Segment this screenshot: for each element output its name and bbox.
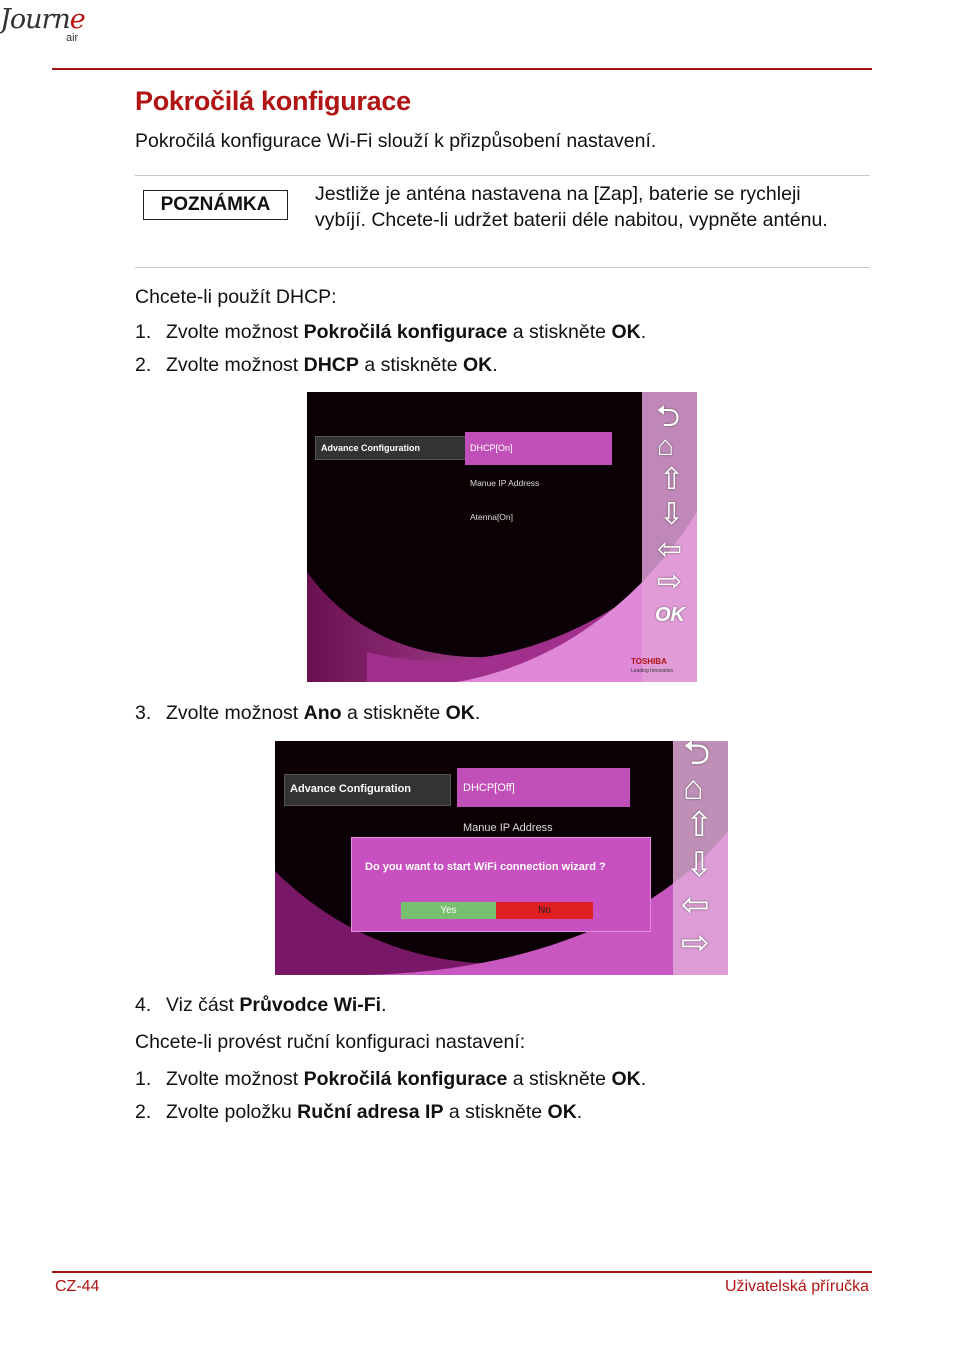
screenshot-wizard-dialog <box>275 741 728 975</box>
note-text: Jestliže je anténa nastavena na [Zap], baterie se rychleji vybíjí. Chcete-li udržet baterii déle nabitou, vypněte anténu. <box>315 183 828 231</box>
screen2-item-manual-ip: Manue IP Address <box>463 822 553 834</box>
right-arrow-icon: ⇨ <box>681 924 710 962</box>
dhcp-step-2 <box>135 353 498 377</box>
wizard-dialog-question: Do you want to start WiFi connection wizard ? <box>365 861 606 873</box>
step-number: 1. <box>135 1068 152 1090</box>
step-bold: Pokročilá konfigurace <box>303 321 508 343</box>
no-button[interactable]: No <box>496 902 593 919</box>
step-bold: Ruční adresa IP <box>297 1101 444 1123</box>
screen1-item-manual-ip: Manue IP Address <box>470 478 540 488</box>
home-icon: ⌂ <box>657 430 674 461</box>
manual-step-1 <box>135 1067 646 1091</box>
step-text: a stiskněte <box>341 702 446 724</box>
step-text: Zvolte možnost <box>166 1068 304 1090</box>
up-arrow-icon: ⇧ <box>659 463 685 496</box>
step-number: 3. <box>135 702 152 724</box>
dhcp-step-4 <box>135 993 387 1017</box>
step-text: Zvolte možnost <box>166 354 304 376</box>
step-bold: OK <box>445 702 475 724</box>
footer-page-number: CZ-44 <box>55 1278 100 1295</box>
return-arrow-icon: ⮌ <box>656 400 681 433</box>
step-text: . <box>492 354 498 376</box>
step-text: Zvolte možnost <box>166 702 304 724</box>
note-bottom-divider <box>135 267 870 268</box>
step-bold: OK <box>462 354 493 376</box>
screen2-menu-title: Advance Configuration <box>290 783 412 795</box>
return-arrow-icon: ⮌ <box>683 741 711 772</box>
journe-air-logo <box>0 0 90 52</box>
step-number: 1. <box>135 321 152 343</box>
step-text: . <box>474 702 481 724</box>
dhcp-lead: Chcete-li použít DHCP: <box>135 286 337 308</box>
screen1-menu-title: Advance Configuration <box>321 443 421 453</box>
step-text: . <box>381 994 387 1016</box>
step-text: Zvolte možnost <box>166 321 304 343</box>
screen1-item-antenna: Atenna[On] <box>470 512 514 522</box>
logo-main-text: Journ <box>0 4 70 35</box>
screen2-item-dhcp: DHCP[Off] <box>463 782 515 794</box>
toshiba-tagline: Leading Innovation <box>631 668 674 674</box>
step-text: a stiskněte <box>507 321 612 343</box>
manual-step-2 <box>135 1100 582 1124</box>
note-top-divider <box>135 175 870 176</box>
screen1-item-dhcp: DHCP[On] <box>470 443 513 453</box>
step-text: . <box>640 321 647 343</box>
footer-rule <box>52 1271 872 1273</box>
note-label: POZNÁMKA <box>143 190 288 220</box>
step-number: 2. <box>135 354 152 376</box>
step-text: Viz část <box>166 994 240 1016</box>
ok-button-label: OK <box>655 604 685 626</box>
logo-sub-text: air <box>66 32 79 44</box>
step-bold: OK <box>547 1101 577 1123</box>
home-icon: ⌂ <box>683 769 704 807</box>
step-bold: OK <box>611 1068 641 1090</box>
step-bold: OK <box>611 321 641 343</box>
up-arrow-icon: ⇧ <box>685 806 714 844</box>
dhcp-step-3 <box>135 701 480 725</box>
step-number: 4. <box>135 994 152 1016</box>
yes-button[interactable]: Yes <box>401 902 496 919</box>
step-text: . <box>640 1068 647 1090</box>
step-text: a stiskněte <box>358 354 463 376</box>
dhcp-step-1 <box>135 320 646 344</box>
section-title: Pokročilá konfigurace <box>135 86 411 116</box>
step-bold: Ano <box>303 702 342 724</box>
logo-accent-text: e <box>69 4 85 35</box>
step-bold: Pokročilá konfigurace <box>303 1068 508 1090</box>
left-arrow-icon: ⇦ <box>681 886 710 924</box>
header-rule <box>52 68 872 70</box>
step-text: a stiskněte <box>507 1068 612 1090</box>
screenshot-advanced-config <box>307 392 697 682</box>
toshiba-brand: TOSHIBA <box>631 657 667 666</box>
section-intro: Pokročilá konfigurace Wi-Fi slouží k přizpůsobení nastavení. <box>135 130 657 152</box>
footer-manual-title: Uživatelská příručka <box>724 1278 869 1295</box>
down-arrow-icon: ⇩ <box>685 846 714 884</box>
step-text: a stiskněte <box>443 1101 548 1123</box>
down-arrow-icon: ⇩ <box>659 498 685 531</box>
step-text: Zvolte položku <box>166 1101 298 1123</box>
manual-lead: Chcete-li provést ruční konfiguraci nastavení: <box>135 1031 526 1053</box>
step-number: 2. <box>135 1101 152 1123</box>
step-bold: DHCP <box>303 354 359 376</box>
step-bold: Průvodce Wi-Fi <box>239 994 382 1016</box>
left-arrow-icon: ⇦ <box>657 533 683 566</box>
step-text: . <box>576 1101 583 1123</box>
right-arrow-icon: ⇨ <box>657 565 683 598</box>
